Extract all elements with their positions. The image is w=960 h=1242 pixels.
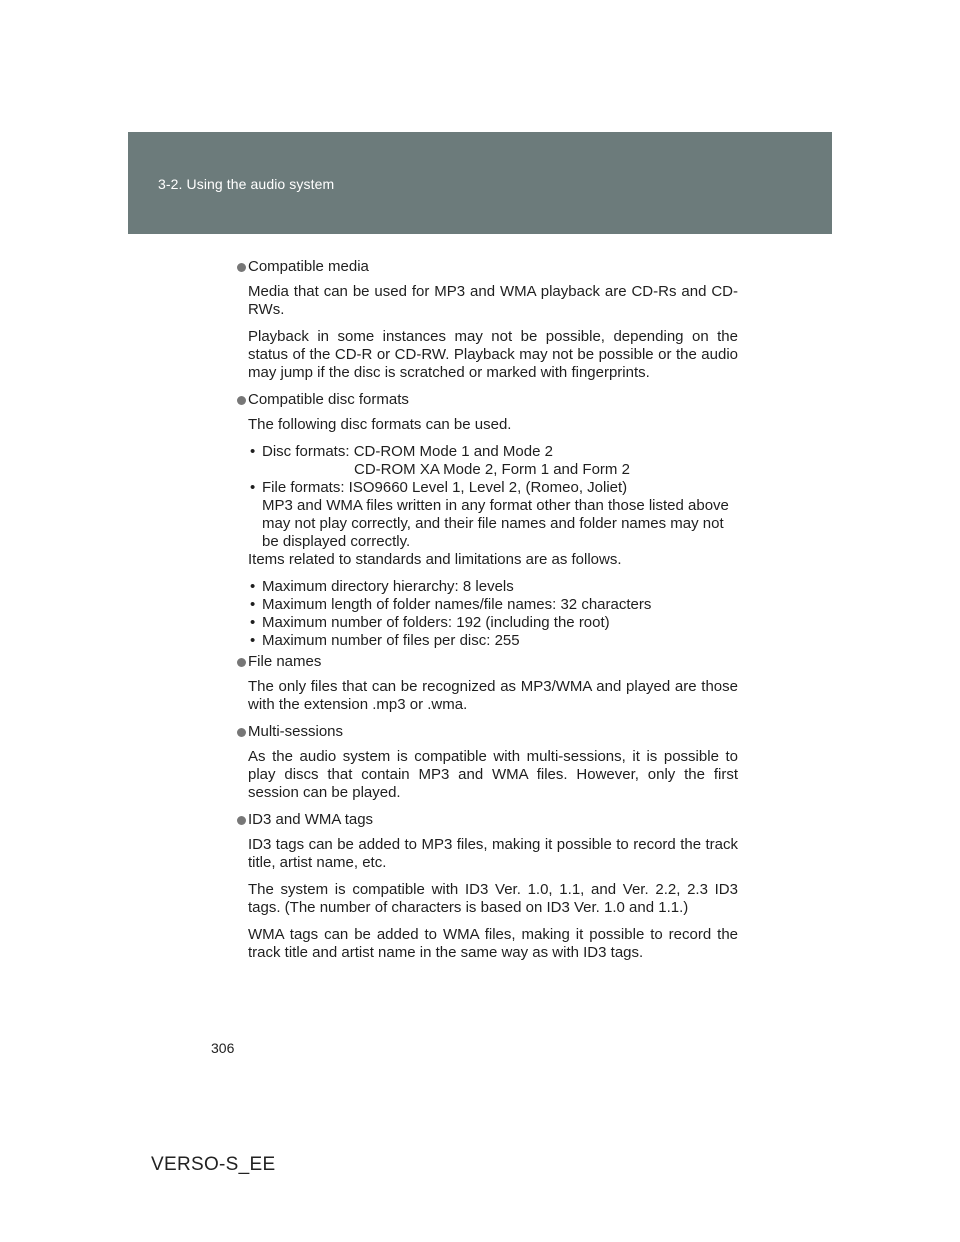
disc-formats-value: CD-ROM Mode 1 and Mode 2	[353, 443, 553, 460]
bullet-icon	[237, 263, 246, 272]
paragraph: The following disc formats can be used.	[248, 416, 512, 433]
chapter-header	[128, 132, 832, 234]
paragraph: Media that can be used for MP3 and WMA playback are CD-Rs and CD-RWs.	[248, 283, 738, 318]
document-code: VERSO-S_EE	[151, 1154, 276, 1175]
section-title-compatible-media	[236, 258, 738, 276]
list-item: • Maximum directory hierarchy: 8 levels	[248, 578, 738, 596]
bullet-icon	[237, 658, 246, 667]
bullet-icon	[237, 728, 246, 737]
section-title-text: File names	[248, 653, 322, 670]
section-title-text: Compatible media	[248, 258, 369, 275]
page-number: 306	[211, 1040, 235, 1056]
paragraph: WMA tags can be added to WMA files, making it possible to record the track title and artist name in the same way as with ID3 tags.	[248, 926, 738, 961]
page-content	[236, 258, 738, 971]
file-formats-note: MP3 and WMA files written in any format other than those listed above may not play correctly, and their file names and folder names may not be displayed correctly.	[262, 497, 729, 550]
paragraph: Playback in some instances may not be possible, depending on the status of the CD-R or CD-RW. Playback may not be possible or the audio may jump if the disc is scratched or marked with fingerprints.	[248, 328, 738, 381]
list-item: • Maximum number of folders: 192 (including the root)	[248, 614, 738, 632]
disc-formats-value: CD-ROM XA Mode 2, Form 1 and Form 2	[354, 461, 630, 478]
section-title-multi-sessions	[236, 723, 738, 741]
list-item	[248, 479, 738, 551]
bullet-icon	[237, 816, 246, 825]
section-title-compatible-disc-formats	[236, 391, 738, 409]
section-title-text: Compatible disc formats	[248, 391, 409, 408]
file-formats: • File formats: ISO9660 Level 1, Level 2, (Romeo, Joliet)	[262, 479, 628, 496]
section-title-id3-wma-tags	[236, 811, 738, 829]
chapter-title: 3-2. Using the audio system	[158, 176, 335, 192]
section-title-text: ID3 and WMA tags	[248, 811, 374, 828]
list-item: • Maximum number of files per disc: 255	[248, 632, 738, 650]
section-title-text: Multi-sessions	[248, 723, 344, 740]
paragraph: Items related to standards and limitations are as follows.	[248, 551, 622, 568]
disc-formats-label: Disc formats:	[262, 443, 350, 460]
paragraph: As the audio system is compatible with multi-sessions, it is possible to play discs that contain MP3 and WMA files. However, only the first session can be played.	[248, 748, 738, 801]
list-item: • Maximum length of folder names/file names: 32 characters	[248, 596, 738, 614]
section-title-file-names	[236, 653, 738, 671]
limits-list	[248, 578, 738, 650]
list-item	[248, 443, 738, 479]
paragraph: ID3 tags can be added to MP3 files, making it possible to record the track title, artist name, etc.	[248, 836, 738, 871]
bullet-icon	[237, 396, 246, 405]
disc-format-list	[248, 443, 738, 551]
paragraph: The system is compatible with ID3 Ver. 1.0, 1.1, and Ver. 2.2, 2.3 ID3 tags. (The number of characters is based on ID3 Ver. 1.0 and 1.1.)	[248, 881, 738, 916]
paragraph: The only files that can be recognized as MP3/WMA and played are those with the extension .mp3 or .wma.	[248, 678, 738, 713]
